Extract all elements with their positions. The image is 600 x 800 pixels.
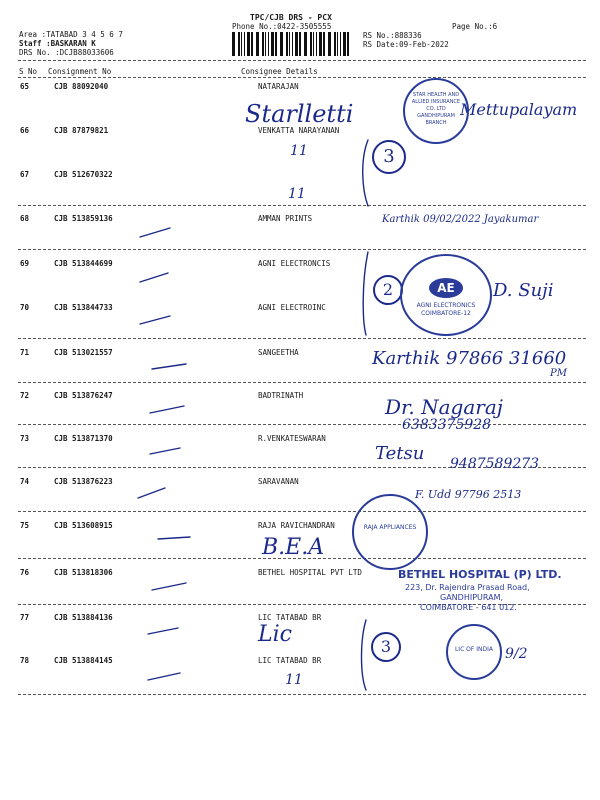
star-health-stamp-text: STAR HEALTH AND ALLIED INSURANCE CO. LTD GANDHIPURAM BRANCH <box>411 92 461 126</box>
signature-77-b: 9/2 <box>505 646 528 662</box>
row-consignment: CJB 87879821 <box>54 126 109 135</box>
bethel-stamp-address-3: COIMBATORE - 641 012. <box>420 603 517 612</box>
staff-label: Staff :BASKARAN K <box>19 39 96 48</box>
row-consignee: AMMAN PRINTS <box>258 214 313 223</box>
column-consignee: Consignee Details <box>241 67 318 76</box>
row-consignee: AGNI ELECTROINC <box>258 303 326 312</box>
row-consignment: CJB 513818306 <box>54 568 113 577</box>
signature-72: Dr. Nagaraj <box>385 395 503 419</box>
page-number: Page No.:6 <box>452 22 498 31</box>
rs-number: RS No.:888336 <box>363 31 422 40</box>
row-sno: 67 <box>20 170 30 179</box>
row-sno: 68 <box>20 214 30 223</box>
tick-mark <box>152 364 186 369</box>
circled-count-77-text: 3 <box>380 637 392 656</box>
row-consignee: SARAVANAN <box>258 477 299 486</box>
tick-mark <box>140 316 170 324</box>
bracket-line <box>362 620 367 690</box>
row-consignee: VENKATTA NARAYANAN <box>258 126 340 135</box>
row-consignment: CJB 513884145 <box>54 656 113 665</box>
row-consignment: CJB 513608915 <box>54 521 113 530</box>
row-consignee: NATARAJAN <box>258 82 299 91</box>
signature-65-b: Mettupalayam <box>460 100 578 119</box>
rs-date: RS Date:09-Feb-2022 <box>363 40 449 49</box>
row-consignee: BADTRINATH <box>258 391 304 400</box>
row-consignment: CJB 88092040 <box>54 82 109 91</box>
row-consignment: CJB 513844733 <box>54 303 113 312</box>
tick-mark <box>148 673 180 680</box>
tick-mark <box>140 273 168 282</box>
row-sno: 65 <box>20 82 30 91</box>
tick-mark <box>138 488 165 498</box>
row-consignee: LIC TATABAD BR <box>258 656 322 665</box>
row-consignee: RAJA RAVICHANDRAN <box>258 521 335 530</box>
tick-mark <box>150 406 184 413</box>
tick-mark <box>140 228 170 237</box>
circled-count-77 <box>371 632 401 662</box>
column-consignment: Consignment No <box>48 67 112 76</box>
lic-stamp-text: LIC OF INDIA <box>454 646 494 653</box>
row-sno: 66 <box>20 126 30 135</box>
bracket-line <box>363 140 368 206</box>
row-consignment: CJB 512670322 <box>54 170 113 179</box>
row-sno: 76 <box>20 568 30 577</box>
star-health-stamp <box>403 78 469 144</box>
circled-count-66 <box>372 140 406 174</box>
phone-number: Phone No.:0422-3505555 <box>232 22 332 31</box>
row-consignment: CJB 513876223 <box>54 477 113 486</box>
row-sno: 69 <box>20 259 30 268</box>
row-consignee: R.VENKATESWARAN <box>258 434 326 443</box>
bethel-stamp-address-1: 223, Dr. Rajendra Prasad Road, <box>405 583 530 592</box>
raja-appliances-stamp <box>352 494 428 570</box>
signature-72-b: 6383375928 <box>402 417 492 433</box>
row-consignment: CJB 513884136 <box>54 613 113 622</box>
row-consignee: BETHEL HOSPITAL PVT LTD <box>258 568 362 577</box>
row-sno: 74 <box>20 477 30 486</box>
signature-69: D. Suji <box>493 280 554 301</box>
column-sno: S No <box>19 67 38 76</box>
row-sno: 73 <box>20 434 30 443</box>
signature-65: Starlletti <box>245 100 354 128</box>
row-consignment: CJB 513871370 <box>54 434 113 443</box>
agni-logo: AE <box>429 278 463 298</box>
area-label: Area :TATABAD 3 4 5 6 7 <box>19 30 123 39</box>
signature-71: Karthik 97866 31660 <box>372 348 567 369</box>
ditto-66: 11 <box>290 143 308 159</box>
signature-73-b: 9487589273 <box>450 456 540 472</box>
ditto-78: 11 <box>285 672 303 688</box>
signature-73: Tetsu <box>375 443 425 464</box>
row-consignee: AGNI ELECTRONCIS <box>258 259 331 268</box>
row-sno: 72 <box>20 391 30 400</box>
ditto-67: 11 <box>288 186 306 202</box>
lic-stamp <box>446 624 502 680</box>
row-consignment: CJB 513021557 <box>54 348 113 357</box>
raja-stamp-text: RAJA APPLIANCES <box>363 524 417 531</box>
circled-count-69-text: 2 <box>382 280 394 299</box>
tick-mark <box>158 537 190 539</box>
signature-71-b: PM <box>550 368 567 379</box>
circled-count-66-text: 3 <box>383 146 395 167</box>
circled-count-69 <box>373 275 403 305</box>
drs-number: DRS No. :DCJB88033606 <box>19 48 114 57</box>
document-title: TPC/CJB DRS - PCX <box>250 13 332 22</box>
row-consignee: LIC TATABAD BR <box>258 613 322 622</box>
row-consignment: CJB 513859136 <box>54 214 113 223</box>
bethel-stamp-address-2: GANDHIPURAM, <box>440 593 504 602</box>
tick-mark <box>152 583 186 590</box>
signature-77: Lic <box>258 622 292 647</box>
row-sno: 70 <box>20 303 30 312</box>
row-consignee: SANGEETHA <box>258 348 299 357</box>
signature-74: F. Udd 97796 2513 <box>415 488 522 501</box>
signature-75: B.E.A <box>262 535 325 560</box>
row-sno: 77 <box>20 613 30 622</box>
row-consignment: CJB 513876247 <box>54 391 113 400</box>
bethel-stamp-name: BETHEL HOSPITAL (P) LTD. <box>398 568 562 581</box>
agni-stamp-text: AGNI ELECTRONICS COIMBATORE-12 <box>416 302 476 317</box>
row-sno: 71 <box>20 348 30 357</box>
signature-68: Karthik 09/02/2022 Jayakumar <box>382 214 539 225</box>
agni-electronics-stamp <box>400 254 492 336</box>
row-sno: 78 <box>20 656 30 665</box>
row-sno: 75 <box>20 521 30 530</box>
row-consignment: CJB 513844699 <box>54 259 113 268</box>
bracket-line <box>363 252 368 335</box>
tick-mark <box>148 628 178 634</box>
tick-mark <box>150 448 180 454</box>
